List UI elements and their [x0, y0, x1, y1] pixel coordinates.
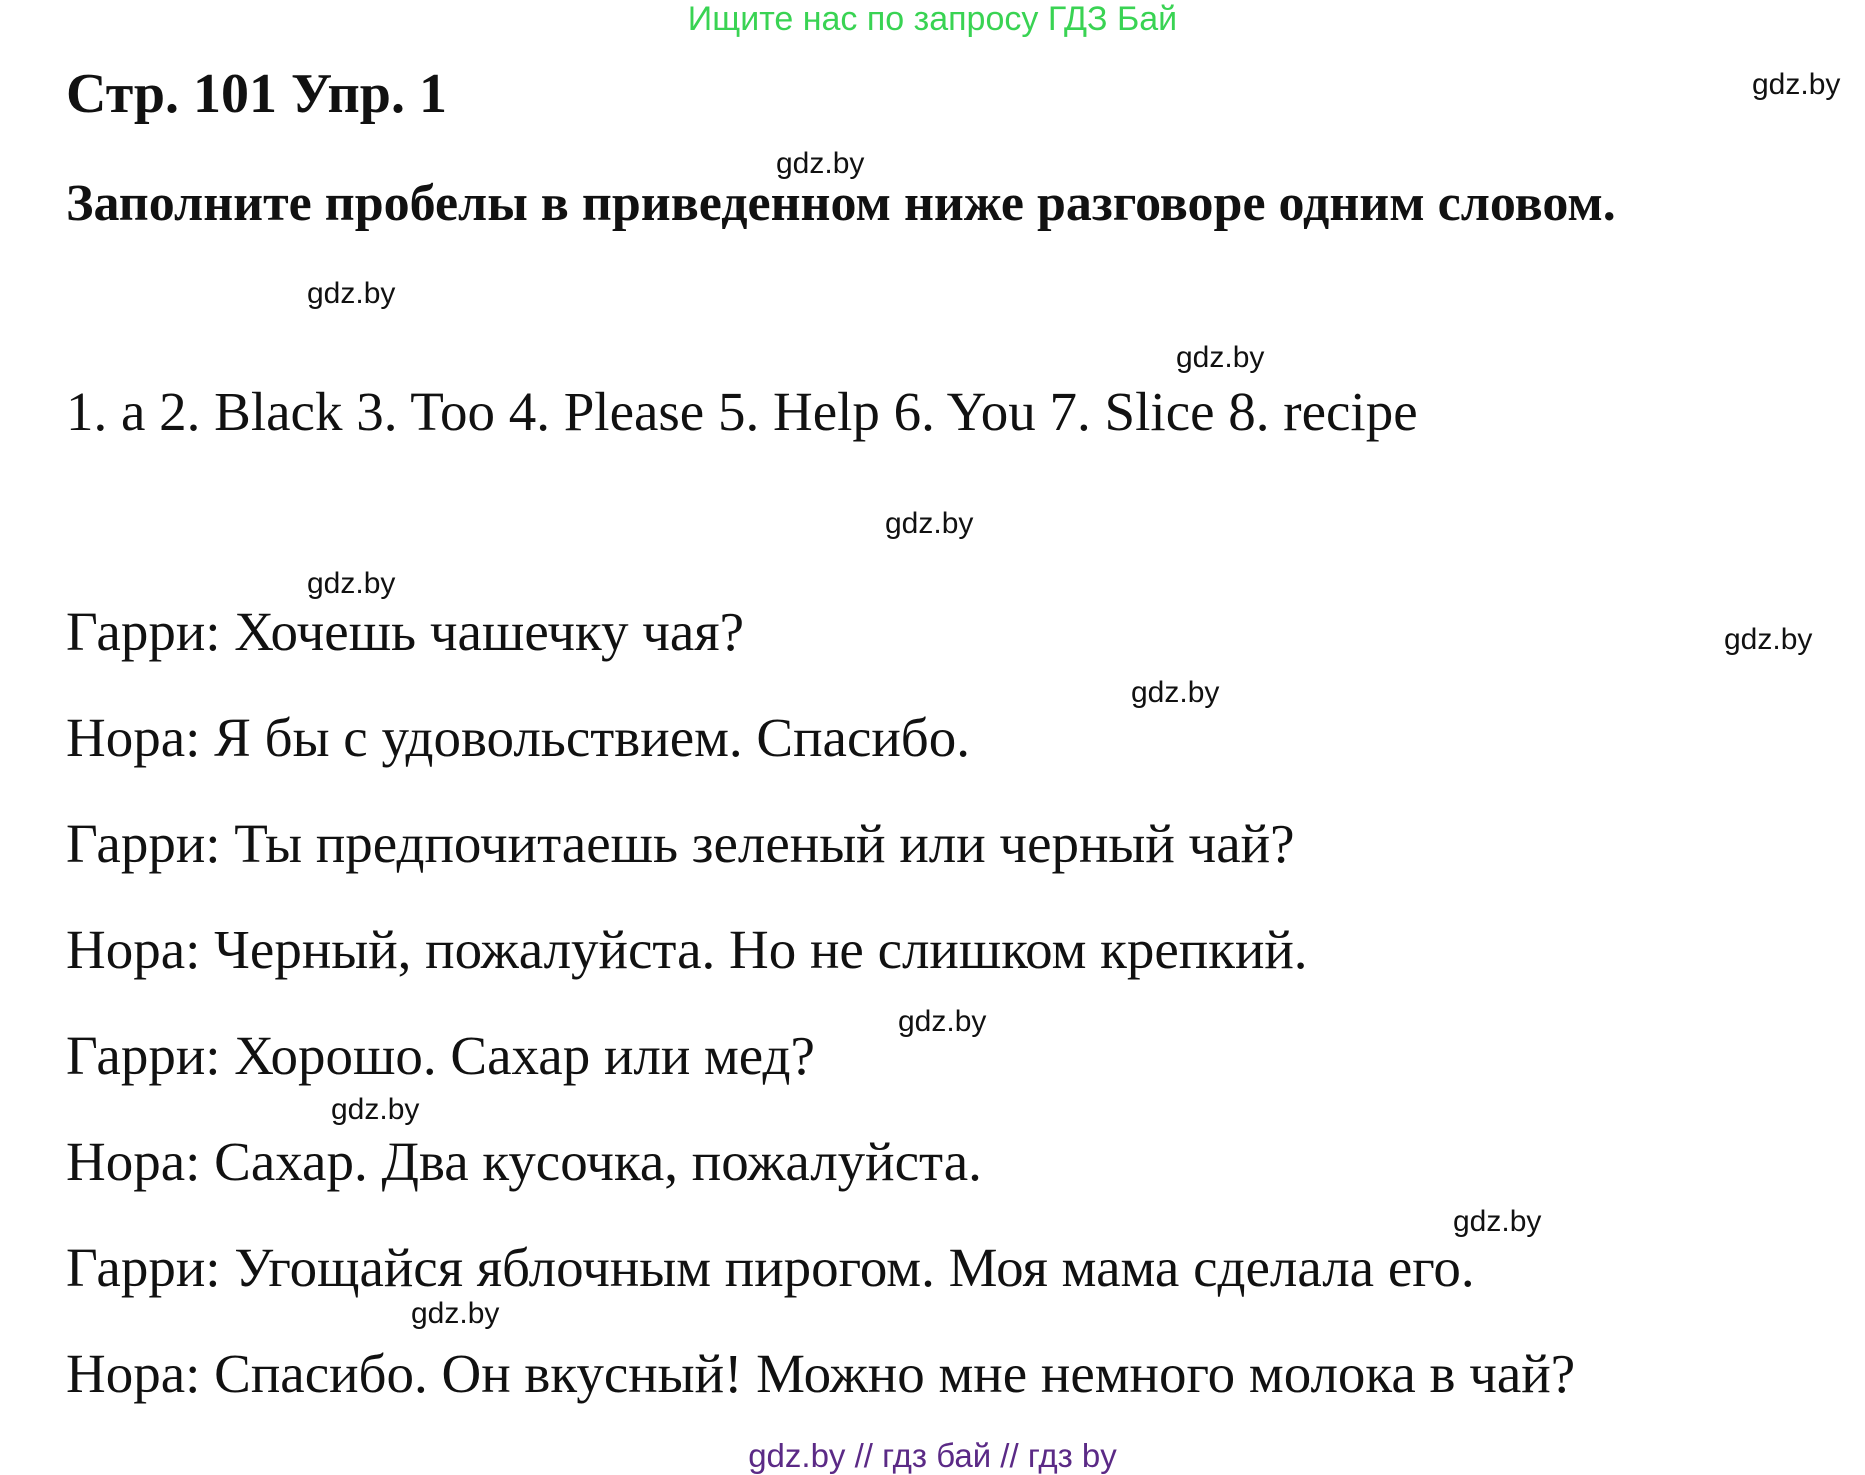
watermark: gdz.by — [307, 277, 396, 310]
watermark: gdz.by — [411, 1297, 500, 1330]
dialogue-line-3: Гарри: Ты предпочитаешь зеленый или черный чай? — [66, 813, 1295, 874]
dialogue-line-6: Нора: Сахар. Два кусочка, пожалуйста. — [66, 1131, 982, 1192]
watermark: gdz.by — [1176, 341, 1265, 374]
dialogue-line-8: Нора: Спасибо. Он вкусный! Можно мне немного молока в чай? — [66, 1343, 1576, 1404]
exercise-instruction: Заполните пробелы в приведенном ниже разговоре одним словом. — [66, 175, 1616, 232]
watermark: gdz.by — [1724, 623, 1813, 656]
footer-links: gdz.by // гдз бай // гдз by — [748, 1437, 1117, 1474]
dialogue-line-1: Гарри: Хочешь чашечку чая? — [66, 601, 744, 662]
watermark: gdz.by — [307, 567, 396, 600]
dialogue-line-2: Нора: Я бы с удовольствием. Спасибо. — [66, 707, 971, 768]
watermark: gdz.by — [1752, 68, 1841, 101]
dialogue-line-4: Нора: Черный, пожалуйста. Но не слишком крепкий. — [66, 919, 1308, 980]
page-title: Стр. 101 Упр. 1 — [66, 63, 447, 125]
watermark: gdz.by — [776, 147, 865, 180]
search-banner: Ищите нас по запросу ГДЗ Бай — [687, 0, 1178, 38]
dialogue-line-5: Гарри: Хорошо. Сахар или мед? — [66, 1025, 815, 1086]
watermark: gdz.by — [331, 1093, 420, 1126]
dialogue-line-7: Гарри: Угощайся яблочным пирогом. Моя мама сделала его. — [66, 1237, 1475, 1298]
watermark: gdz.by — [1453, 1205, 1542, 1238]
answers-line: 1. a 2. Black 3. Too 4. Please 5. Help 6. You 7. Slice 8. recipe — [66, 381, 1418, 442]
watermark: gdz.by — [1131, 676, 1220, 709]
watermark: gdz.by — [898, 1005, 987, 1038]
watermark: gdz.by — [885, 507, 974, 540]
